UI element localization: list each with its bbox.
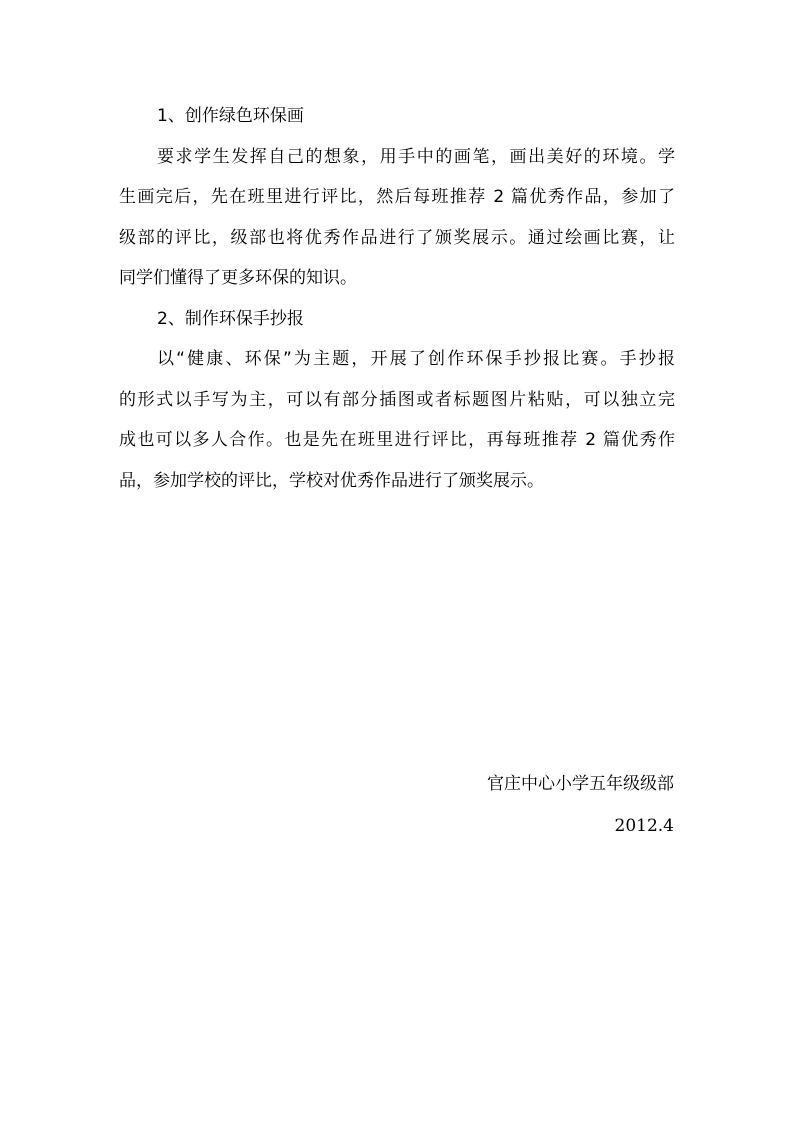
section-1-paragraph-line-4: 同学们懂得了更多环保的知识。 — [119, 268, 357, 288]
section-1-paragraph-line-1: 要求学生发挥自己的想象，用手中的画笔，画出美好的环境。学 — [157, 146, 675, 167]
signature-date: 2012.4 — [614, 816, 674, 836]
section-2-paragraph-line-3: 成也可以多人合作。也是先在班里进行评比，再每班推荐 2 篇优秀作 — [119, 430, 675, 450]
section-2-paragraph-line-4: 品，参加学校的评比，学校对优秀作品进行了颁奖展示。 — [119, 470, 544, 491]
section-1-paragraph-line-2: 生画完后，先在班里进行评比，然后每班推荐 2 篇优秀作品，参加了 — [119, 187, 675, 207]
section-1-heading: 1、创作绿色环保画 — [157, 106, 304, 126]
section-2-paragraph-line-1: 以“健康、环保”为主题，开展了创作环保手抄报比赛。手抄报 — [157, 349, 675, 369]
signature-organization: 官庄中心小学五年级级部 — [487, 774, 674, 794]
section-2-paragraph-line-2: 的形式以手写为主，可以有部分插图或者标题图片粘贴，可以独立完 — [119, 389, 675, 410]
section-1-paragraph-line-3: 级部的评比，级部也将优秀作品进行了颁奖展示。通过绘画比赛，让 — [119, 227, 675, 248]
document-body — [119, 96, 675, 501]
section-2-heading: 2、制作环保手抄报 — [157, 308, 304, 329]
